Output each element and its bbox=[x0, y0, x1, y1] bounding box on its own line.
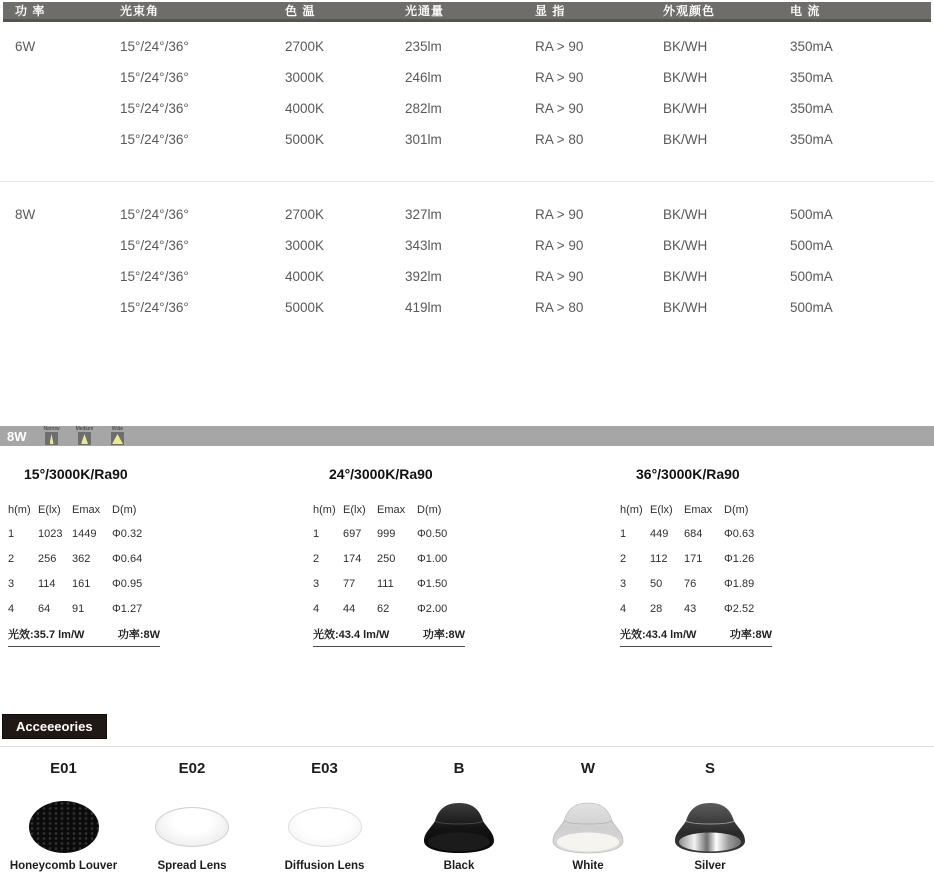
emax-cell: 76 bbox=[684, 577, 697, 590]
finish-cell: BK/WH bbox=[663, 101, 708, 116]
emax-cell: 250 bbox=[377, 552, 396, 565]
table-column-headers bbox=[313, 503, 603, 517]
color-temp-cell: 2700K bbox=[285, 207, 325, 222]
color-temp-cell: 4000K bbox=[285, 269, 325, 284]
emax-cell: 362 bbox=[72, 552, 91, 565]
finish-cell: BK/WH bbox=[663, 39, 708, 54]
beam-angle-cell: 15°/24°/36° bbox=[120, 207, 189, 222]
emax-cell: 1449 bbox=[72, 527, 97, 540]
column-header: D(m) bbox=[112, 504, 137, 516]
height-cell: 2 bbox=[8, 552, 15, 565]
spec-row bbox=[15, 31, 934, 62]
accessory-name: Diffusion Lens bbox=[284, 860, 365, 872]
spread-lens-image bbox=[155, 807, 229, 847]
finish-cell: BK/WH bbox=[663, 132, 708, 147]
column-header: E(lx) bbox=[650, 504, 673, 516]
spec-column-header: 光束角 bbox=[120, 4, 160, 18]
power-label: 功率:8W bbox=[729, 629, 772, 641]
efficacy-label: 光效:43.4 lm/W bbox=[313, 629, 390, 641]
height-cell: 4 bbox=[313, 602, 320, 615]
diameter-cell: Φ0.50 bbox=[417, 527, 448, 540]
current-cell: 500mA bbox=[790, 269, 833, 284]
beam-angle-cell: 15°/24°/36° bbox=[120, 39, 189, 54]
illuminance-cell: 28 bbox=[650, 602, 663, 615]
height-cell: 3 bbox=[313, 577, 320, 590]
emax-cell: 161 bbox=[72, 577, 91, 590]
accessories-title-badge: Acceeeories bbox=[2, 714, 107, 739]
table-row bbox=[8, 596, 298, 621]
cri-cell: RA > 90 bbox=[535, 39, 584, 54]
finish-cell: BK/WH bbox=[663, 269, 708, 284]
table-row bbox=[620, 571, 910, 596]
illuminance-cell: 174 bbox=[343, 552, 362, 565]
accessory-name: White bbox=[572, 860, 604, 872]
accessory-code: E02 bbox=[178, 760, 206, 777]
current-cell: 500mA bbox=[790, 207, 833, 222]
height-cell: 2 bbox=[313, 552, 320, 565]
illuminance-cell: 50 bbox=[650, 577, 663, 590]
height-cell: 1 bbox=[313, 527, 320, 540]
emax-cell: 999 bbox=[377, 527, 396, 540]
narrow-beam-icon: Narrow bbox=[40, 426, 64, 446]
height-cell: 1 bbox=[620, 527, 627, 540]
column-header: E(lx) bbox=[343, 504, 366, 516]
accessory-w bbox=[526, 760, 650, 874]
cri-cell: RA > 90 bbox=[535, 70, 584, 85]
luminous-flux-cell: 246lm bbox=[405, 70, 442, 85]
luminous-flux-cell: 392lm bbox=[405, 269, 442, 284]
finish-cell: BK/WH bbox=[663, 300, 708, 315]
table-row bbox=[620, 521, 910, 546]
accessory-code: B bbox=[453, 760, 465, 777]
power-label: 功率:8W bbox=[117, 629, 160, 641]
illuminance-cell: 697 bbox=[343, 527, 362, 540]
height-cell: 4 bbox=[620, 602, 627, 615]
column-header: h(m) bbox=[313, 504, 336, 516]
height-cell: 3 bbox=[620, 577, 627, 590]
column-header: Emax bbox=[684, 504, 713, 516]
luminous-flux-cell: 235lm bbox=[405, 39, 442, 54]
photometric-table-15deg bbox=[8, 466, 298, 647]
beam-angle-cell: 15°/24°/36° bbox=[120, 70, 189, 85]
height-cell: 4 bbox=[8, 602, 15, 615]
accessory-name: Honeycomb Louver bbox=[9, 860, 118, 872]
photometric-table-24deg bbox=[313, 466, 603, 647]
spec-column-header: 显 指 bbox=[535, 4, 566, 18]
diameter-cell: Φ1.89 bbox=[724, 577, 755, 590]
column-header: D(m) bbox=[724, 504, 749, 516]
diameter-cell: Φ2.00 bbox=[417, 602, 448, 615]
accessories-grid bbox=[0, 760, 934, 874]
finish-cell: BK/WH bbox=[663, 207, 708, 222]
diffusion-lens-image bbox=[288, 807, 362, 847]
table-row bbox=[313, 596, 603, 621]
table-row bbox=[8, 521, 298, 546]
diameter-cell: Φ0.95 bbox=[112, 577, 143, 590]
color-temp-cell: 3000K bbox=[285, 238, 325, 253]
emax-cell: 91 bbox=[72, 602, 85, 615]
beam-angle-cell: 15°/24°/36° bbox=[120, 101, 189, 116]
spec-row bbox=[15, 62, 934, 93]
beam-angle-cell: 15°/24°/36° bbox=[120, 238, 189, 253]
table-footer bbox=[8, 626, 160, 647]
spec-column-header: 电 流 bbox=[790, 4, 821, 18]
table-row bbox=[8, 571, 298, 596]
spec-row bbox=[15, 93, 934, 124]
table-title: 15°/3000K/Ra90 bbox=[24, 466, 128, 482]
height-cell: 2 bbox=[620, 552, 627, 565]
spec-column-header: 光通量 bbox=[405, 4, 445, 18]
table-row bbox=[620, 546, 910, 571]
silver-reflector-image bbox=[673, 799, 747, 855]
illuminance-cell: 114 bbox=[38, 577, 56, 590]
honeycomb-louver-image bbox=[29, 801, 99, 853]
luminous-flux-cell: 343lm bbox=[405, 238, 442, 253]
table-row bbox=[313, 571, 603, 596]
power-cell: 6W bbox=[15, 39, 36, 54]
column-header: h(m) bbox=[620, 504, 643, 516]
spec-row bbox=[15, 230, 934, 261]
column-header: Emax bbox=[72, 504, 101, 516]
color-temp-cell: 4000K bbox=[285, 101, 325, 116]
diameter-cell: Φ1.50 bbox=[417, 577, 448, 590]
accessory-name: Spread Lens bbox=[157, 860, 227, 872]
accessory-code: W bbox=[580, 760, 596, 777]
table-footer bbox=[313, 626, 465, 647]
color-temp-cell: 2700K bbox=[285, 39, 325, 54]
accessory-code: E03 bbox=[311, 760, 338, 777]
diameter-cell: Φ0.64 bbox=[112, 552, 143, 565]
illuminance-cell: 64 bbox=[38, 602, 51, 615]
accessory-name: Black bbox=[443, 860, 475, 872]
accessory-b bbox=[392, 760, 526, 874]
table-column-headers bbox=[8, 503, 298, 517]
spec-column-header: 外观颜色 bbox=[663, 4, 716, 18]
spec-table-header bbox=[3, 2, 931, 22]
diameter-cell: Φ2.52 bbox=[724, 602, 755, 615]
table-title: 36°/3000K/Ra90 bbox=[636, 466, 740, 482]
spec-group-6w bbox=[0, 31, 934, 155]
cri-cell: RA > 90 bbox=[535, 238, 584, 253]
efficacy-label: 光效:35.7 lm/W bbox=[8, 629, 85, 641]
spec-row bbox=[15, 261, 934, 292]
illuminance-cell: 44 bbox=[343, 602, 356, 615]
diameter-cell: Φ0.32 bbox=[112, 527, 143, 540]
color-temp-cell: 5000K bbox=[285, 132, 325, 147]
black-reflector-image bbox=[422, 799, 496, 855]
beam-angle-cell: 15°/24°/36° bbox=[120, 300, 189, 315]
photometric-band bbox=[0, 426, 934, 446]
cri-cell: RA > 90 bbox=[535, 269, 584, 284]
efficacy-label: 光效:43.4 lm/W bbox=[620, 629, 697, 641]
illuminance-cell: 112 bbox=[650, 552, 668, 565]
table-row bbox=[313, 546, 603, 571]
spec-column-header: 功 率 bbox=[15, 4, 46, 18]
column-header: Emax bbox=[377, 504, 406, 516]
current-cell: 500mA bbox=[790, 300, 833, 315]
accessory-name: Silver bbox=[694, 860, 726, 872]
illuminance-cell: 77 bbox=[343, 577, 356, 590]
cri-cell: RA > 80 bbox=[535, 300, 584, 315]
table-title: 24°/3000K/Ra90 bbox=[329, 466, 433, 482]
illuminance-cell: 256 bbox=[38, 552, 57, 565]
current-cell: 350mA bbox=[790, 101, 833, 116]
height-cell: 3 bbox=[8, 577, 15, 590]
luminous-flux-cell: 327lm bbox=[405, 207, 442, 222]
spec-row bbox=[15, 292, 934, 323]
illuminance-cell: 449 bbox=[650, 527, 669, 540]
column-header: E(lx) bbox=[38, 504, 61, 516]
emax-cell: 62 bbox=[377, 602, 390, 615]
luminous-flux-cell: 301lm bbox=[405, 132, 442, 147]
accessories-divider bbox=[0, 746, 934, 747]
spec-row bbox=[15, 124, 934, 155]
emax-cell: 171 bbox=[684, 552, 703, 565]
cri-cell: RA > 90 bbox=[535, 101, 584, 116]
column-header: D(m) bbox=[417, 504, 442, 516]
medium-beam-icon: Medium bbox=[73, 426, 97, 446]
table-row bbox=[620, 596, 910, 621]
accessory-s bbox=[650, 760, 770, 874]
table-body bbox=[8, 521, 298, 621]
height-cell: 1 bbox=[8, 527, 15, 540]
emax-cell: 43 bbox=[684, 602, 697, 615]
accessory-e01 bbox=[0, 760, 127, 874]
power-label: 功率:8W bbox=[422, 629, 465, 641]
table-row bbox=[8, 546, 298, 571]
beam-angle-cell: 15°/24°/36° bbox=[120, 269, 189, 284]
wide-beam-icon: Wide bbox=[106, 426, 130, 446]
white-reflector-image bbox=[551, 799, 625, 855]
column-header: h(m) bbox=[8, 504, 31, 516]
spec-column-header: 色 温 bbox=[285, 4, 316, 18]
photometric-tables bbox=[0, 466, 934, 651]
color-temp-cell: 3000K bbox=[285, 70, 325, 85]
accessory-code: E01 bbox=[50, 760, 77, 777]
diameter-cell: Φ1.26 bbox=[724, 552, 755, 565]
luminous-flux-cell: 419lm bbox=[405, 300, 442, 315]
diameter-cell: Φ0.63 bbox=[724, 527, 755, 540]
current-cell: 500mA bbox=[790, 238, 833, 253]
illuminance-cell: 1023 bbox=[38, 527, 63, 540]
spec-row bbox=[15, 199, 934, 230]
accessory-code: S bbox=[704, 760, 715, 777]
table-body bbox=[620, 521, 910, 621]
diameter-cell: Φ1.27 bbox=[112, 602, 143, 615]
emax-cell: 111 bbox=[377, 577, 394, 590]
group-separator bbox=[0, 181, 934, 182]
emax-cell: 684 bbox=[684, 527, 703, 540]
luminous-flux-cell: 282lm bbox=[405, 101, 442, 116]
finish-cell: BK/WH bbox=[663, 70, 708, 85]
power-cell: 8W bbox=[15, 207, 36, 222]
band-power-label: 8W bbox=[7, 428, 27, 444]
spec-group-8w bbox=[0, 199, 934, 323]
photometric-table-36deg bbox=[620, 466, 910, 647]
table-column-headers bbox=[620, 503, 910, 517]
beam-angle-cell: 15°/24°/36° bbox=[120, 132, 189, 147]
cri-cell: RA > 90 bbox=[535, 207, 584, 222]
cri-cell: RA > 80 bbox=[535, 132, 584, 147]
accessory-e02 bbox=[127, 760, 257, 874]
table-row bbox=[313, 521, 603, 546]
finish-cell: BK/WH bbox=[663, 238, 708, 253]
color-temp-cell: 5000K bbox=[285, 300, 325, 315]
table-footer bbox=[620, 626, 772, 647]
accessory-e03 bbox=[257, 760, 392, 874]
current-cell: 350mA bbox=[790, 70, 833, 85]
diameter-cell: Φ1.00 bbox=[417, 552, 448, 565]
table-body bbox=[313, 521, 603, 621]
current-cell: 350mA bbox=[790, 39, 833, 54]
current-cell: 350mA bbox=[790, 132, 833, 147]
beam-icons bbox=[40, 426, 130, 446]
